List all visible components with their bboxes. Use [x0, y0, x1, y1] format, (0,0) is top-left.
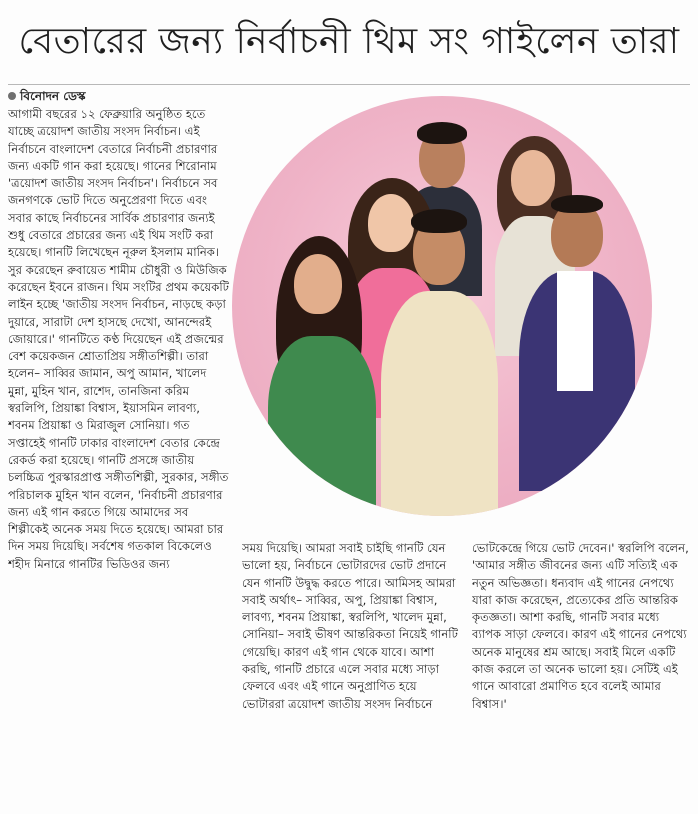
- singer-figure: [517, 191, 637, 491]
- column-text: সময় দিয়েছি। আমরা সবাই চাইছি গানটি যেন ভালো হয়, নির্বাচনে ভোটারদের ভোট প্রদানে যেন গানটি উদ্বুদ্ধ করতে পারে। আমিসহ আমরা সবাই অর্থাৎ– সাব্বির, অপু, প্রিয়াঙ্কা বিশ্বাস, লাবণ্য, শবনম প্রিয়াঙ্কা, স্বরলিপি, খালেদ মুন্না, সোনিয়া– সবাই ভীষণ আন্তরিকতা নিয়েই গানটি গেয়েছি। কারণ এই গান থেকে যাবে। আশা করছি, গানটি প্রচারে এলে সবার মধ্যে সাড়া ফেলবে এবং এই গানে অনুপ্রাণিত হয়ে ভোটাররা ত্রয়োদশ জাতীয় সংসদ নির্বাচনে: [242, 541, 458, 711]
- column-text: ভোটকেন্দ্রে গিয়ে ভোট দেবেন।' স্বরলিপি বলেন, 'আমার সঙ্গীত জীবনের জন্য এটি সত্যিই এক নতুন অভিজ্ঞতা। ধন্যবাদ এই গানের নেপথ্যে যারা কাজ করেছেন, প্রত্যেকের প্রতি আন্তরিক কৃতজ্ঞতা। আশা করছি, গানটি সবার মধ্যে ব্যাপক সাড়া ফেলবে। কারণ এই গানের নেপথ্যে অনেক মানুষের শ্রম আছে। সবাই মিলে একটি কাজ করলে তা অনেক ভালো হয়। সেটিই এই গানে আবারো প্রমাণিত হবে বলেই আমার বিশ্বাস।': [472, 541, 689, 711]
- article-column-1: [8, 106, 230, 806]
- article-byline: [8, 88, 208, 104]
- article-column-2: [242, 540, 460, 806]
- article-headline: বেতারের জন্য নির্বাচনী থিম সং গাইলেন তারা: [18, 21, 680, 62]
- article-column-3: [472, 540, 690, 806]
- singer-figure: [377, 201, 502, 516]
- bullet-icon: [8, 92, 16, 100]
- headline-divider: [8, 84, 690, 85]
- singer-figure: [262, 236, 382, 516]
- byline-text: বিনোদন ডেস্ক: [20, 89, 86, 103]
- group-photo: [232, 96, 652, 516]
- column-text: আগামী বছরের ১২ ফেব্রুয়ারি অনুষ্ঠিত হতে যাচ্ছে ত্রয়োদশ জাতীয় সংসদ নির্বাচন। এই নির্বাচনে বাংলাদেশ বেতারে নির্বাচনী প্রচারণার জন্য একটি গান করা হয়েছে। গানের শিরোনাম 'ত্রয়োদশ জাতীয় সংসদ নির্বাচন'। নির্বাচনে সব জনগণকে ভোট দিতে অনুপ্রেরণা দিতে এবং সবার কাছে নির্বাচনের সার্বিক প্রচারণার জন্যই শুধু বেতারে প্রচারের জন্য এই থিম সংটি করা হয়েছে। গানটি লিখেছেন নূরুল ইসলাম মানিক। সুর করেছেন রুবায়েত শামীম চৌধুরী ও মিউজিক করেছেন ইবনে রাজন। থিম সংটির প্রথম কয়েকটি লাইন হচ্ছে 'জাতীয় সংসদ নির্বাচন, নাড়ছে কড়া দুয়ারে, সারাটা দেশ হাসছে দেখো, আনন্দেরই জোয়ারে।' গানটিতে কণ্ঠ দিয়েছেন এই প্রজন্মের বেশ কয়েকজন শ্রোতাপ্রিয় সঙ্গীতশিল্পী। তারা হলেন– সাব্বির জামান, অপু আমান, খালেদ মুন্না, মুহিন খান, রাশেদ, তানজিনা করিম স্বরলিপি, প্রিয়াঙ্কা বিশ্বাস, ইয়াসমিন লাবণ্য, শবনম প্রিয়াঙ্কা ও মিরাজুল সোনিয়া। গত সপ্তাহেই গানটি ঢাকার বাংলাদেশ বেতার কেন্দ্রে রেকর্ড করা হয়েছে। গানটি প্রসঙ্গে জাতীয় চলচ্চিত্র পুরস্কারপ্রাপ্ত সঙ্গীতশিল্পী, সুরকার, সঙ্গীত পরিচালক মুহিন খান বলেন, 'নির্বাচনী প্রচারণার জন্য এই গান করতে গিয়ে আমাদের সব শিল্পীকেই অনেক সময় দিতে হয়েছে। আমরা চার দিন সময় দিয়েছি। সর্বশেষ গতকাল বিকেলেও শহীদ মিনারে গানটির ভিডিওর জন্য: [8, 107, 229, 571]
